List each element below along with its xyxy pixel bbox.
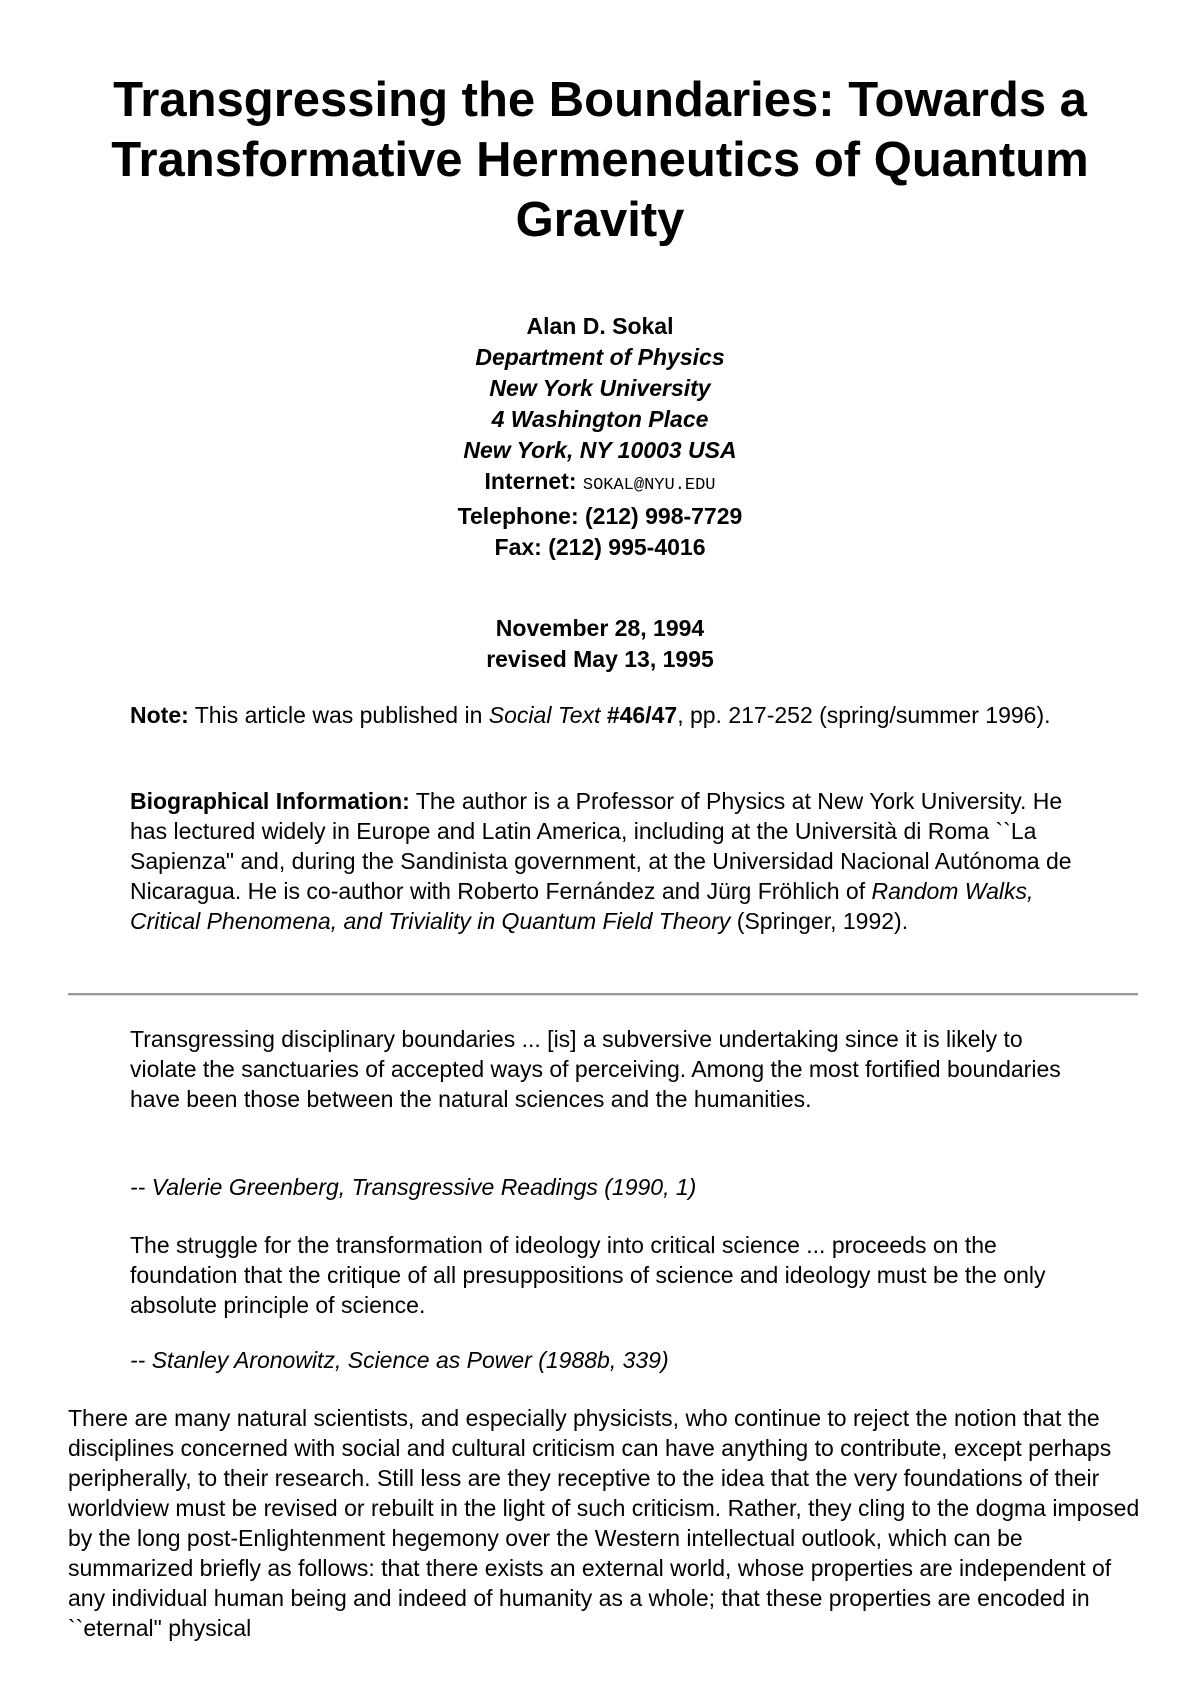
note-journal: Social Text xyxy=(488,702,601,728)
author-street: 4 Washington Place xyxy=(491,406,709,432)
note-label: Note: xyxy=(130,702,189,728)
note-text-after: , pp. 217-252 (spring/summer 1996). xyxy=(677,702,1051,728)
dates-block xyxy=(0,613,1200,675)
author-block xyxy=(0,311,1200,563)
author-department: Department of Physics xyxy=(475,344,725,370)
epigraph-quote-1: Transgressing disciplinary boundaries ... [is] a subversive undertaking since it is likely to violate the sanctuaries of accepted ways of perceiving. Among the most fortified boundaries have been those between the natural sciences and the humanities. xyxy=(130,1026,1061,1112)
author-internet xyxy=(0,466,1200,501)
author-university: New York University xyxy=(489,375,711,401)
epigraph-quote-2: The struggle for the transformation of ideology into critical science ... proceeds on the foundation that the critique of all presuppositions of science and ideology must be the only absolute principle of science. xyxy=(130,1232,1046,1318)
author-telephone: Telephone: (212) 998-7729 xyxy=(457,503,743,529)
body-paragraph: There are many natural scientists, and especially physicists, who continue to reject the notion that the disciplines concerned with social and cultural criticism can have anything to contribute, except perhaps peripherally, to their research. Still less are they receptive to the idea that the very foundations of their worldview must be revised or rebuilt in the light of such criticism. Rather, they cling to the dogma imposed by the long post-Enlightenment hegemony over the Western intellectual outlook, which can be summarized briefly as follows: that there exists an external world, whose properties are independent of any individual human being and indeed of humanity as a whole; that these properties are encoded in ``eternal" physical xyxy=(68,1405,1140,1641)
bio-label: Biographical Information: xyxy=(130,788,410,814)
horizontal-divider xyxy=(68,993,1138,996)
author-city: New York, NY 10003 USA xyxy=(463,437,737,463)
epigraph-attribution-2: -- Stanley Aronowitz, Science as Power (1988b, 339) xyxy=(130,1347,669,1373)
revised-date: revised May 13, 1995 xyxy=(486,646,714,672)
note-text-before: This article was published in xyxy=(188,702,489,728)
paper-title: Transgressing the Boundaries: Towards a Transformative Hermeneutics of Quantum Gravity xyxy=(111,73,1089,247)
biographical-information xyxy=(130,786,1090,936)
internet-label: Internet: xyxy=(484,468,577,494)
internet-email-link[interactable]: SOKAL@NYU.EDU xyxy=(582,476,716,495)
author-name: Alan D. Sokal xyxy=(526,313,674,339)
publication-note xyxy=(130,700,1090,730)
author-fax: Fax: (212) 995-4016 xyxy=(494,534,706,560)
bio-text-after: (Springer, 1992). xyxy=(730,908,909,934)
note-issue: #46/47 xyxy=(600,702,678,728)
bio-book: Random Walks, Critical Phenomena, and Triviality in Quantum Field Theory xyxy=(130,878,1034,934)
epigraph-attribution-1: -- Valerie Greenberg, Transgressive Readings (1990, 1) xyxy=(130,1174,697,1200)
bio-text: The author is a Professor of Physics at New York University. He has lectured widely in Europe and Latin America, including at the Università di Roma ``La Sapienza" and, during the Sandinista government, at the Universidad Nacional Autónoma de Nicaragua. He is co-author with Roberto Fernández and Jürg Fröhlich of xyxy=(130,788,1072,904)
original-date: November 28, 1994 xyxy=(495,615,705,641)
